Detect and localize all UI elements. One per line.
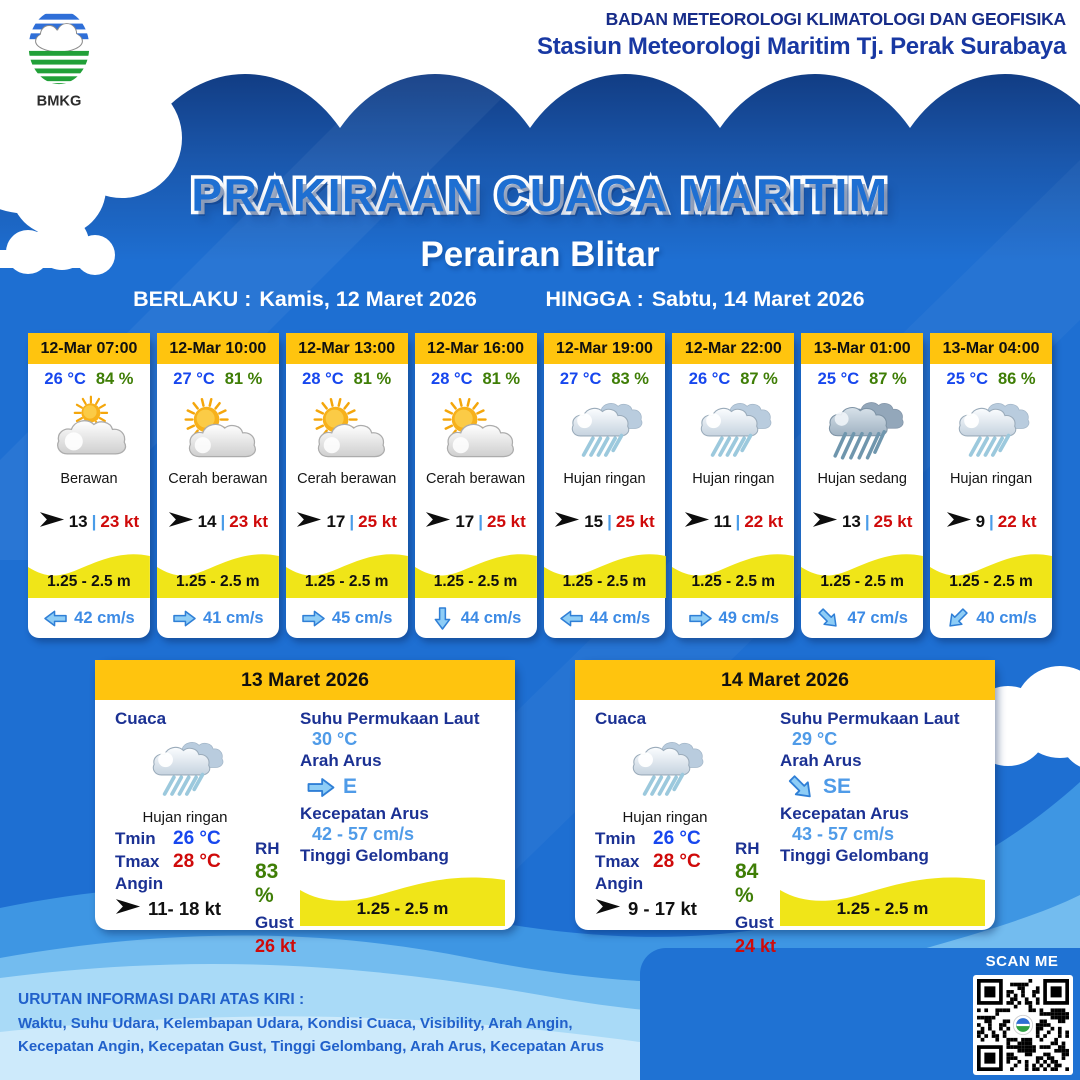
current-speed: 41 cm/s xyxy=(203,608,264,627)
tmax-label: Tmax xyxy=(595,852,640,871)
wind-separator: | xyxy=(735,512,741,531)
wind-range-row xyxy=(115,897,255,921)
daily-weather-column xyxy=(595,708,735,922)
wave-height-band xyxy=(28,543,150,598)
current-speed: 45 cm/s xyxy=(331,608,393,627)
cuaca-label: Cuaca xyxy=(115,709,167,728)
weather-description: Hujan ringan xyxy=(949,471,1033,487)
tmax-value: 28 °C xyxy=(173,851,221,872)
wave-height-band xyxy=(544,543,666,598)
weather-icon xyxy=(157,391,279,469)
wave-height-band xyxy=(672,543,794,598)
valid-to-label: HINGGA : xyxy=(545,287,644,311)
tmin-label: Tmin xyxy=(595,829,636,848)
hourly-card xyxy=(801,333,923,638)
temp-humidity-row xyxy=(286,370,408,389)
hourly-forecast-row xyxy=(28,333,1052,638)
cuaca-label: Cuaca xyxy=(595,709,647,728)
wave-height: 1.25 - 2.5 m xyxy=(562,573,647,590)
wave-height: 1.25 - 2.5 m xyxy=(304,573,389,590)
wind-separator: | xyxy=(478,512,484,531)
current-direction-row xyxy=(786,773,985,801)
current-direction-icon xyxy=(43,608,68,629)
wind-separator: | xyxy=(220,512,226,531)
weather-icon xyxy=(801,391,923,469)
weather-icon xyxy=(595,729,735,809)
valid-from xyxy=(125,287,485,312)
tmin-row xyxy=(595,827,735,850)
wind-direction-icon xyxy=(39,510,65,534)
wind-gust: 23 kt xyxy=(100,512,140,531)
footer-info xyxy=(18,988,604,1059)
current-row xyxy=(28,598,150,638)
tmax-row xyxy=(595,850,735,873)
bmkg-logo xyxy=(18,6,100,110)
gust-label: Gust xyxy=(255,913,294,932)
weather-icon xyxy=(415,391,537,469)
current-direction-icon xyxy=(559,608,584,629)
current-direction-icon xyxy=(816,608,841,629)
wind-direction-icon xyxy=(168,510,194,534)
humidity: 87 % xyxy=(740,370,778,388)
footer-info-line1: Waktu, Suhu Udara, Kelembapan Udara, Kondisi Cuaca, Visibility, Arah Angin, xyxy=(18,1015,573,1033)
wind-separator: | xyxy=(989,512,994,531)
current-speed-label: Kecepatan Arus xyxy=(300,804,429,823)
wind-row xyxy=(28,510,150,534)
humidity: 83 % xyxy=(611,370,649,388)
wind-range-row xyxy=(595,897,735,921)
wind-gust: 23 kt xyxy=(229,512,269,531)
footer-info-title: URUTAN INFORMASI DARI ATAS KIRI : xyxy=(18,991,305,1008)
hourly-card xyxy=(415,333,537,638)
tmax-row xyxy=(115,850,255,873)
footer-info-line2: Kecepatan Angin, Kecepatan Gust, Tinggi Gelombang, Arah Arus, Kecepatan Arus xyxy=(18,1038,604,1056)
daily-sea-column xyxy=(298,708,505,922)
weather-description: Hujan ringan xyxy=(142,809,228,826)
weather-description: Hujan sedang xyxy=(817,471,907,487)
wind-row xyxy=(157,510,279,534)
current-row xyxy=(801,598,923,638)
current-direction-icon xyxy=(688,608,713,629)
wind-separator: | xyxy=(91,512,97,531)
sst-value: 29 °C xyxy=(792,729,838,749)
humidity: 81 % xyxy=(353,370,392,388)
wave-height: 1.25 - 2.5 m xyxy=(949,573,1033,590)
sst-value: 30 °C xyxy=(312,729,358,749)
wave-height-band xyxy=(415,543,537,598)
hourly-card xyxy=(930,333,1052,638)
rh-label: RH xyxy=(735,839,760,858)
temp-humidity-row xyxy=(415,370,537,389)
scan-me-label: SCAN ME xyxy=(985,953,1059,970)
current-row xyxy=(286,598,408,638)
current-speed: 47 cm/s xyxy=(847,608,908,627)
humidity: 81 % xyxy=(224,370,263,388)
card-time: 12-Mar 10:00 xyxy=(157,333,279,364)
current-speed: 44 cm/s xyxy=(589,608,651,627)
wind-gust: 25 kt xyxy=(487,512,526,531)
wind-gust: 22 kt xyxy=(744,512,784,531)
daily-rh-column xyxy=(735,708,778,956)
humidity: 86 % xyxy=(997,370,1036,388)
wind-range: 9 - 17 kt xyxy=(628,898,697,919)
wave-height-label: Tinggi Gelombang xyxy=(780,846,929,865)
poster-title: PRAKIRAAN CUACA MARITIM xyxy=(191,169,889,221)
daily-date: 13 Maret 2026 xyxy=(95,660,515,700)
air-temperature: 25 °C xyxy=(946,370,988,388)
wave-height-band xyxy=(286,543,408,598)
current-direction-icon xyxy=(306,775,336,800)
wind-gust: 25 kt xyxy=(873,512,913,531)
temp-humidity-row xyxy=(544,370,666,389)
wind-separator: | xyxy=(607,512,612,531)
humidity: 87 % xyxy=(869,370,907,388)
wind-row xyxy=(415,510,537,534)
daily-weather-column xyxy=(115,708,255,922)
rh-value: 84 % xyxy=(735,860,759,907)
tmin-label: Tmin xyxy=(115,829,156,848)
current-row xyxy=(415,598,537,638)
current-speed-label: Kecepatan Arus xyxy=(780,804,909,823)
angin-label: Angin xyxy=(595,874,644,893)
wave-height-label: Tinggi Gelombang xyxy=(300,846,449,865)
wind-range: 11- 18 kt xyxy=(148,898,222,919)
current-speed-value: 42 - 57 cm/s xyxy=(312,824,415,844)
org-header xyxy=(537,8,1066,62)
valid-from-label: BERLAKU : xyxy=(133,287,252,311)
current-speed-value: 43 - 57 cm/s xyxy=(792,824,895,844)
gust-value: 24 kt xyxy=(735,936,777,956)
wave-height: 1.25 - 2.5 m xyxy=(836,899,929,918)
wind-direction-icon xyxy=(115,897,141,921)
wave-height: 1.25 - 2.5 m xyxy=(176,573,260,590)
wind-speed: 13 xyxy=(68,512,88,531)
card-time: 13-Mar 04:00 xyxy=(930,333,1052,364)
weather-description: Cerah berawan xyxy=(425,471,526,487)
air-temperature: 25 °C xyxy=(817,370,860,388)
card-time: 12-Mar 16:00 xyxy=(415,333,537,364)
weather-description: Cerah berawan xyxy=(168,471,268,487)
card-time: 12-Mar 19:00 xyxy=(544,333,666,364)
temp-humidity-row xyxy=(28,370,150,389)
weather-description: Cerah berawan xyxy=(297,471,397,487)
weather-icon xyxy=(286,391,408,469)
current-direction-icon xyxy=(430,608,455,629)
daily-body xyxy=(95,700,515,956)
hourly-card xyxy=(286,333,408,638)
wave-height: 1.25 - 2.5 m xyxy=(433,573,518,590)
wave-height-band xyxy=(801,543,923,598)
hourly-card xyxy=(544,333,666,638)
temp-humidity-row xyxy=(930,370,1052,389)
temp-humidity-row xyxy=(801,370,923,389)
current-speed: 40 cm/s xyxy=(976,608,1037,627)
weather-icon xyxy=(115,729,255,809)
temp-humidity-row xyxy=(157,370,279,389)
wind-direction-icon xyxy=(684,510,710,534)
wave-height: 1.25 - 2.5 m xyxy=(47,573,131,590)
current-row xyxy=(157,598,279,638)
current-direction-icon xyxy=(172,608,197,629)
area-title: Perairan Blitar xyxy=(420,235,660,274)
daily-rh-column xyxy=(255,708,298,956)
daily-forecast-row xyxy=(95,660,995,956)
air-temperature: 27 °C xyxy=(173,370,215,388)
wave-height-band xyxy=(157,543,279,598)
hourly-card xyxy=(672,333,794,638)
wave-height: 1.25 - 2.5 m xyxy=(820,573,904,590)
wind-speed: 14 xyxy=(197,512,217,531)
wave-height-band xyxy=(930,543,1052,598)
daily-card xyxy=(575,660,995,956)
sst-label: Suhu Permukaan Laut xyxy=(300,709,480,728)
card-time: 12-Mar 07:00 xyxy=(28,333,150,364)
wind-speed: 17 xyxy=(455,512,475,531)
wind-separator: | xyxy=(864,512,870,531)
humidity: 81 % xyxy=(482,370,521,388)
temp-humidity-row xyxy=(672,370,794,389)
tmin-row xyxy=(115,827,255,850)
wave-height: 1.25 - 2.5 m xyxy=(691,573,776,590)
daily-card xyxy=(95,660,515,956)
gust-value: 26 kt xyxy=(255,936,297,956)
wind-direction-icon xyxy=(554,510,580,534)
wind-row xyxy=(930,510,1052,534)
humidity: 84 % xyxy=(95,370,134,388)
qr-code xyxy=(973,975,1073,1075)
wind-gust: 25 kt xyxy=(615,512,655,531)
wind-row xyxy=(544,510,666,534)
scan-panel xyxy=(640,948,1080,1080)
current-direction-icon xyxy=(786,775,816,800)
weather-icon xyxy=(930,391,1052,469)
daily-date: 14 Maret 2026 xyxy=(575,660,995,700)
card-time: 13-Mar 01:00 xyxy=(801,333,923,364)
weather-icon xyxy=(544,391,666,469)
wind-gust: 25 kt xyxy=(358,512,397,531)
valid-to-date: Sabtu, 14 Maret 2026 xyxy=(651,287,865,311)
current-speed: 49 cm/s xyxy=(718,608,780,627)
current-speed: 42 cm/s xyxy=(74,608,135,627)
rh-label: RH xyxy=(255,839,280,858)
air-temperature: 26 °C xyxy=(688,370,731,388)
wind-row xyxy=(801,510,923,534)
current-direction-value: SE xyxy=(823,775,852,798)
wind-direction-icon xyxy=(425,510,451,534)
tmin-value: 26 °C xyxy=(653,828,701,849)
valid-to xyxy=(535,287,875,312)
gust-label: Gust xyxy=(735,913,774,932)
weather-icon xyxy=(672,391,794,469)
wind-gust: 22 kt xyxy=(997,512,1037,531)
wind-speed: 13 xyxy=(841,512,861,531)
wind-speed: 11 xyxy=(713,512,732,531)
wind-row xyxy=(286,510,408,534)
weather-description: Hujan ringan xyxy=(692,471,775,487)
sst-label: Suhu Permukaan Laut xyxy=(780,709,960,728)
air-temperature: 26 °C xyxy=(44,370,86,388)
card-time: 12-Mar 13:00 xyxy=(286,333,408,364)
daily-body xyxy=(575,700,995,956)
current-direction-icon xyxy=(301,608,326,629)
angin-label: Angin xyxy=(115,874,164,893)
weather-description: Berawan xyxy=(60,471,118,487)
wave-height-band xyxy=(300,870,505,926)
current-direction-icon xyxy=(945,608,970,629)
wind-direction-icon xyxy=(296,510,322,534)
wind-direction-icon xyxy=(812,510,838,534)
weather-description: Hujan ringan xyxy=(622,809,708,826)
tmin-value: 26 °C xyxy=(173,828,221,849)
current-row xyxy=(544,598,666,638)
wind-direction-icon xyxy=(595,897,621,921)
rh-value: 83 % xyxy=(255,860,279,907)
wind-speed: 9 xyxy=(975,512,986,531)
wind-speed: 15 xyxy=(584,512,604,531)
current-speed: 44 cm/s xyxy=(460,608,522,627)
air-temperature: 27 °C xyxy=(559,370,602,388)
tmax-label: Tmax xyxy=(115,852,160,871)
wind-separator: | xyxy=(349,512,355,531)
card-time: 12-Mar 22:00 xyxy=(672,333,794,364)
wave-height: 1.25 - 2.5 m xyxy=(356,899,449,918)
current-direction-value: E xyxy=(343,775,358,798)
org-name: BADAN METEOROLOGI KLIMATOLOGI DAN GEOFISIKA xyxy=(605,9,1066,29)
valid-from-date: Kamis, 12 Maret 2026 xyxy=(259,287,477,311)
current-direction-row xyxy=(306,773,505,801)
daily-sea-column xyxy=(778,708,985,922)
wave-height-band xyxy=(780,870,985,926)
air-temperature: 28 °C xyxy=(431,370,473,388)
wind-direction-icon xyxy=(946,510,972,534)
wind-speed: 17 xyxy=(326,512,346,531)
current-row xyxy=(930,598,1052,638)
current-row xyxy=(672,598,794,638)
logo-text: BMKG xyxy=(36,93,82,110)
hourly-card xyxy=(28,333,150,638)
station-name: Stasiun Meteorologi Maritim Tj. Perak Surabaya xyxy=(536,32,1066,60)
weather-icon xyxy=(28,391,150,469)
air-temperature: 28 °C xyxy=(302,370,344,388)
current-direction-label: Arah Arus xyxy=(300,751,382,770)
hourly-card xyxy=(157,333,279,638)
weather-description: Hujan ringan xyxy=(563,471,646,487)
tmax-value: 28 °C xyxy=(653,851,701,872)
current-direction-label: Arah Arus xyxy=(780,751,862,770)
wind-row xyxy=(672,510,794,534)
